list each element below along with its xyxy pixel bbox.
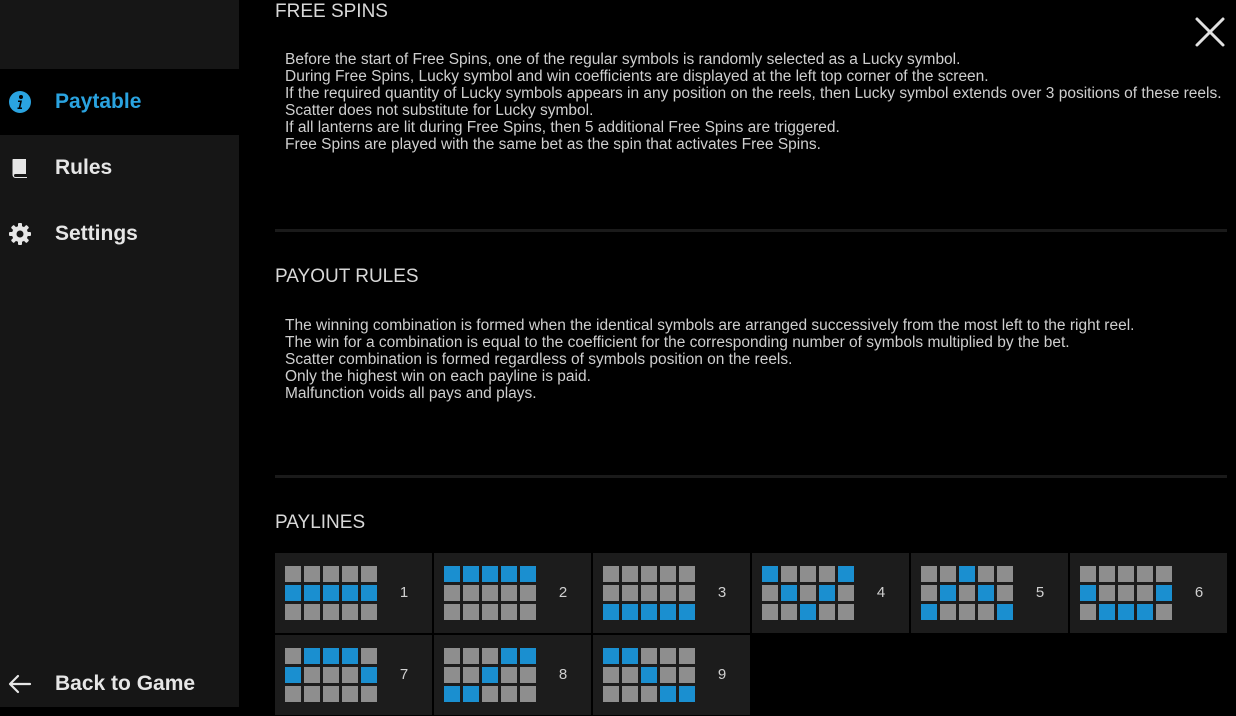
payline-square bbox=[660, 686, 676, 702]
payline-1 bbox=[275, 553, 432, 633]
payline-square bbox=[603, 566, 619, 582]
payline-square bbox=[1118, 585, 1134, 601]
payline-square bbox=[304, 566, 320, 582]
payline-square bbox=[1099, 585, 1115, 601]
payline-square bbox=[1156, 566, 1172, 582]
payline-square bbox=[1118, 604, 1134, 620]
payline-square bbox=[997, 585, 1013, 601]
payline-square bbox=[641, 604, 657, 620]
payline-square bbox=[444, 604, 460, 620]
payline-square bbox=[660, 604, 676, 620]
payline-square bbox=[463, 667, 479, 683]
payline-square bbox=[603, 648, 619, 664]
paragraph: Only the highest win on each payline is paid. bbox=[285, 368, 591, 385]
payline-3 bbox=[593, 553, 750, 633]
payline-square bbox=[978, 604, 994, 620]
payline-square bbox=[997, 604, 1013, 620]
payline-square bbox=[762, 604, 778, 620]
payline-square bbox=[660, 585, 676, 601]
payline-square bbox=[940, 604, 956, 620]
payline-square bbox=[361, 566, 377, 582]
payline-square bbox=[1099, 566, 1115, 582]
payline-square bbox=[323, 648, 339, 664]
payline-square bbox=[978, 566, 994, 582]
payline-square bbox=[781, 585, 797, 601]
payline-square bbox=[781, 566, 797, 582]
divider bbox=[275, 229, 1227, 232]
payline-7 bbox=[275, 635, 432, 715]
payline-square bbox=[1099, 604, 1115, 620]
payline-square bbox=[679, 604, 695, 620]
payline-square bbox=[819, 566, 835, 582]
divider bbox=[275, 475, 1227, 478]
payline-square bbox=[285, 667, 301, 683]
payline-square bbox=[323, 585, 339, 601]
payline-square bbox=[622, 585, 638, 601]
payline-square bbox=[323, 686, 339, 702]
payline-square bbox=[1080, 604, 1096, 620]
payline-square bbox=[323, 667, 339, 683]
payline-square bbox=[501, 566, 517, 582]
payline-square bbox=[285, 604, 301, 620]
back-to-game-label: Back to Game bbox=[55, 672, 196, 695]
payline-square bbox=[921, 585, 937, 601]
payline-square bbox=[342, 566, 358, 582]
payline-square bbox=[482, 604, 498, 620]
payline-2 bbox=[434, 553, 591, 633]
payline-number: 6 bbox=[1194, 584, 1204, 601]
payline-square bbox=[520, 648, 536, 664]
payline-square bbox=[959, 604, 975, 620]
payline-number: 3 bbox=[717, 584, 727, 601]
payline-square bbox=[501, 604, 517, 620]
payline-square bbox=[1137, 585, 1153, 601]
payline-square bbox=[800, 604, 816, 620]
payline-square bbox=[800, 566, 816, 582]
payline-square bbox=[819, 585, 835, 601]
section-title-paylines: PAYLINES bbox=[275, 512, 366, 533]
payline-number: 7 bbox=[399, 666, 409, 683]
payline-square bbox=[482, 585, 498, 601]
payline-square bbox=[959, 566, 975, 582]
payline-square bbox=[501, 585, 517, 601]
close-button[interactable] bbox=[1192, 14, 1228, 50]
payline-square bbox=[285, 648, 301, 664]
payline-square bbox=[819, 604, 835, 620]
gear-icon bbox=[8, 222, 32, 246]
sidebar-item-rules[interactable] bbox=[0, 135, 239, 201]
payline-square bbox=[361, 604, 377, 620]
payout-rules-text bbox=[285, 317, 1225, 402]
free-spins-text bbox=[285, 51, 1225, 153]
paragraph: The win for a combination is equal to the coefficient for the corresponding number of symbols multiplied by the bet. bbox=[285, 334, 1070, 351]
book-icon bbox=[8, 156, 32, 180]
payline-square bbox=[603, 585, 619, 601]
payline-square bbox=[940, 585, 956, 601]
payline-square bbox=[762, 585, 778, 601]
payline-square bbox=[444, 585, 460, 601]
payline-square bbox=[959, 585, 975, 601]
payline-square bbox=[603, 667, 619, 683]
paragraph: Free Spins are played with the same bet as the spin that activates Free Spins. bbox=[285, 136, 821, 153]
payline-square bbox=[342, 648, 358, 664]
payline-number: 4 bbox=[876, 584, 886, 601]
payline-square bbox=[501, 648, 517, 664]
payline-square bbox=[1156, 585, 1172, 601]
payline-number: 8 bbox=[558, 666, 568, 683]
arrow-left-icon bbox=[8, 672, 32, 696]
payline-square bbox=[622, 566, 638, 582]
payline-number: 5 bbox=[1035, 584, 1045, 601]
payline-number: 9 bbox=[717, 666, 727, 683]
payline-square bbox=[679, 566, 695, 582]
payline-square bbox=[679, 648, 695, 664]
payline-square bbox=[679, 686, 695, 702]
payline-square bbox=[838, 604, 854, 620]
payline-4 bbox=[752, 553, 909, 633]
payline-square bbox=[1156, 604, 1172, 620]
payline-5 bbox=[911, 553, 1068, 633]
payline-square bbox=[463, 604, 479, 620]
payline-square bbox=[342, 667, 358, 683]
payline-square bbox=[762, 566, 778, 582]
payline-9 bbox=[593, 635, 750, 715]
payline-square bbox=[463, 566, 479, 582]
payline-square bbox=[641, 648, 657, 664]
paragraph: Scatter does not substitute for Lucky symbol. bbox=[285, 102, 594, 119]
payline-square bbox=[940, 566, 956, 582]
payline-square bbox=[482, 667, 498, 683]
payline-square bbox=[1080, 585, 1096, 601]
payline-square bbox=[1118, 566, 1134, 582]
payline-8 bbox=[434, 635, 591, 715]
payline-square bbox=[285, 686, 301, 702]
payline-square bbox=[978, 585, 994, 601]
payline-square bbox=[342, 604, 358, 620]
payline-square bbox=[361, 585, 377, 601]
payline-square bbox=[622, 667, 638, 683]
payline-square bbox=[444, 648, 460, 664]
sidebar-item-label: Paytable bbox=[55, 90, 142, 113]
payline-square bbox=[1137, 604, 1153, 620]
payline-square bbox=[641, 667, 657, 683]
paragraph: If the required quantity of Lucky symbols appears in any position on the reels, then Lucky symbol extends over 3 positions of these reels. bbox=[285, 85, 1222, 102]
payline-square bbox=[285, 585, 301, 601]
payline-square bbox=[520, 667, 536, 683]
payline-square bbox=[997, 566, 1013, 582]
section-title-payout-rules: PAYOUT RULES bbox=[275, 266, 419, 287]
payline-square bbox=[304, 648, 320, 664]
payline-square bbox=[444, 566, 460, 582]
close-icon bbox=[1192, 14, 1228, 50]
payline-square bbox=[603, 604, 619, 620]
payline-square bbox=[520, 585, 536, 601]
payline-square bbox=[622, 686, 638, 702]
paragraph: Malfunction voids all pays and plays. bbox=[285, 385, 537, 402]
payline-square bbox=[463, 648, 479, 664]
payline-square bbox=[1080, 566, 1096, 582]
payline-square bbox=[342, 686, 358, 702]
payline-square bbox=[463, 585, 479, 601]
sidebar-item-paytable[interactable] bbox=[0, 69, 239, 135]
payline-square bbox=[800, 585, 816, 601]
payline-square bbox=[520, 566, 536, 582]
payline-square bbox=[323, 566, 339, 582]
payline-square bbox=[361, 686, 377, 702]
payline-number: 1 bbox=[399, 584, 409, 601]
payline-square bbox=[444, 686, 460, 702]
payline-square bbox=[482, 648, 498, 664]
paragraph: The winning combination is formed when the identical symbols are arranged successively from the most left to the right reel. bbox=[285, 317, 1135, 334]
payline-square bbox=[641, 585, 657, 601]
payline-square bbox=[361, 648, 377, 664]
payline-square bbox=[921, 604, 937, 620]
payline-square bbox=[838, 585, 854, 601]
payline-square bbox=[781, 604, 797, 620]
payline-square bbox=[444, 667, 460, 683]
payline-number: 2 bbox=[558, 584, 568, 601]
payline-square bbox=[1137, 566, 1153, 582]
payline-square bbox=[641, 686, 657, 702]
info-icon bbox=[8, 90, 32, 114]
payline-square bbox=[482, 566, 498, 582]
payline-square bbox=[285, 566, 301, 582]
sidebar-item-label: Rules bbox=[55, 156, 113, 179]
payline-square bbox=[679, 585, 695, 601]
payline-square bbox=[660, 667, 676, 683]
payline-square bbox=[660, 648, 676, 664]
payline-square bbox=[304, 585, 320, 601]
payline-square bbox=[501, 667, 517, 683]
payline-square bbox=[304, 686, 320, 702]
payline-square bbox=[660, 566, 676, 582]
payline-square bbox=[603, 686, 619, 702]
payline-square bbox=[304, 604, 320, 620]
paragraph: If all lanterns are lit during Free Spins, then 5 additional Free Spins are triggered. bbox=[285, 119, 840, 136]
payline-square bbox=[921, 566, 937, 582]
section-title-free-spins: FREE SPINS bbox=[275, 1, 388, 22]
payline-square bbox=[838, 566, 854, 582]
paragraph: During Free Spins, Lucky symbol and win coefficients are displayed at the left top corner of the screen. bbox=[285, 68, 989, 85]
payline-square bbox=[520, 604, 536, 620]
sidebar bbox=[0, 0, 239, 707]
payline-square bbox=[482, 686, 498, 702]
paragraph: Before the start of Free Spins, one of the regular symbols is randomly selected as a Lucky symbol. bbox=[285, 51, 961, 68]
sidebar-item-settings[interactable] bbox=[0, 201, 239, 267]
payline-square bbox=[501, 686, 517, 702]
payline-square bbox=[622, 648, 638, 664]
payline-square bbox=[679, 667, 695, 683]
payline-square bbox=[361, 667, 377, 683]
paragraph: Scatter combination is formed regardless of symbols position on the reels. bbox=[285, 351, 793, 368]
payline-square bbox=[520, 686, 536, 702]
payline-square bbox=[304, 667, 320, 683]
payline-square bbox=[641, 566, 657, 582]
payline-square bbox=[622, 604, 638, 620]
payline-square bbox=[342, 585, 358, 601]
payline-square bbox=[323, 604, 339, 620]
sidebar-item-label: Settings bbox=[55, 222, 138, 245]
payline-square bbox=[463, 686, 479, 702]
payline-6 bbox=[1070, 553, 1227, 633]
back-to-game-button[interactable] bbox=[0, 652, 239, 716]
